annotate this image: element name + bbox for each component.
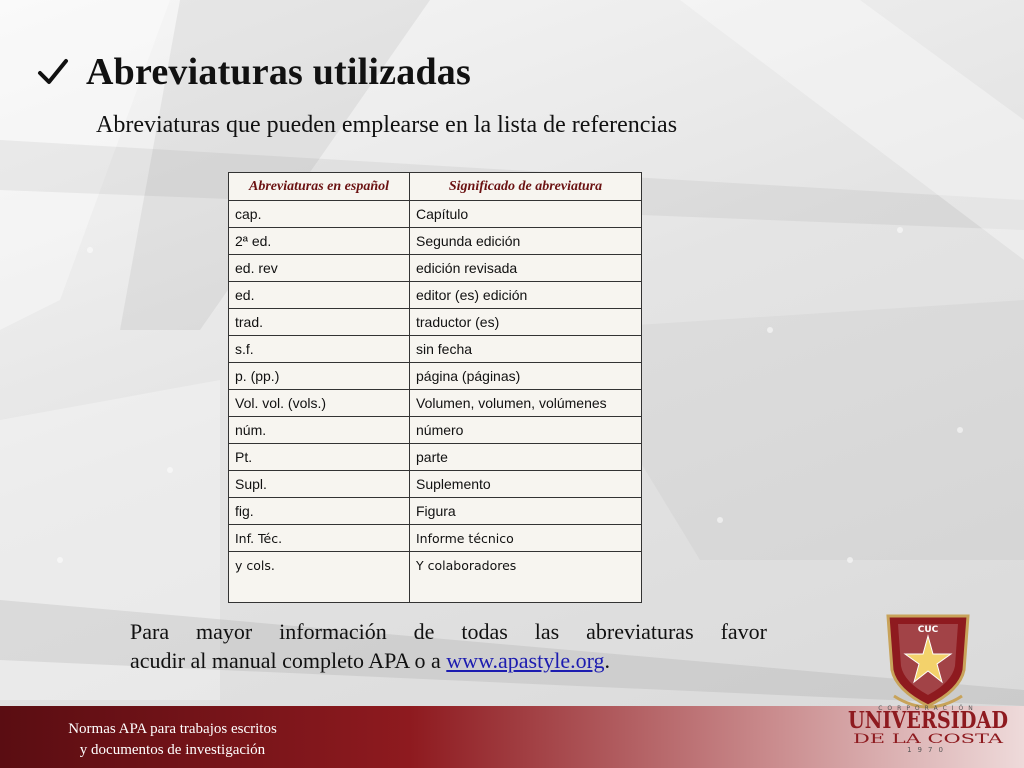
apastyle-link[interactable]: www.apastyle.org — [446, 648, 605, 673]
logo-name-line-1: UNIVERSIDAD — [848, 707, 1008, 734]
meaning-cell: edición revisada — [410, 255, 642, 282]
meaning-cell: Figura — [410, 498, 642, 525]
abbreviation-cell: Vol. vol. (vols.) — [229, 390, 410, 417]
abbreviation-cell: trad. — [229, 309, 410, 336]
meaning-cell: Capítulo — [410, 201, 642, 228]
table-row — [229, 471, 642, 498]
table-row — [229, 444, 642, 471]
abbreviation-cell: 2ª ed. — [229, 228, 410, 255]
table-row — [229, 552, 642, 603]
slide-title: Abreviaturas utilizadas — [86, 51, 471, 93]
info-line-2 — [130, 646, 767, 675]
logo-badge-text: CUC — [917, 625, 939, 635]
meaning-cell: editor (es) edición — [410, 282, 642, 309]
table-row — [229, 201, 642, 228]
logo-top-small-text: CORPORACIÓN — [878, 705, 978, 712]
abbreviation-cell: fig. — [229, 498, 410, 525]
table-row — [229, 498, 642, 525]
abbreviation-cell: Pt. — [229, 444, 410, 471]
abbreviation-cell: Supl. — [229, 471, 410, 498]
info-period: . — [604, 648, 611, 673]
table-row — [229, 525, 642, 552]
abbreviations-table — [228, 172, 642, 603]
slide-title-row — [36, 48, 471, 96]
meaning-cell: Suplemento — [410, 471, 642, 498]
table-row — [229, 363, 642, 390]
meaning-cell: número — [410, 417, 642, 444]
abbreviation-cell: y cols. — [229, 552, 410, 603]
meaning-cell: página (páginas) — [410, 363, 642, 390]
table-row — [229, 282, 642, 309]
meaning-cell: Y colaboradores — [410, 552, 642, 603]
university-logo — [840, 606, 1020, 752]
header-meaning: Significado de abreviatura — [410, 173, 642, 201]
header-abbreviation: Abreviaturas en español — [229, 173, 410, 201]
table-header-row — [229, 173, 642, 201]
meaning-cell: Segunda edición — [410, 228, 642, 255]
abbreviation-cell: Inf. Téc. — [229, 525, 410, 552]
meaning-cell: traductor (es) — [410, 309, 642, 336]
logo-year: 1970 — [907, 746, 949, 752]
checkmark-icon — [36, 55, 70, 89]
abbreviation-cell: cap. — [229, 201, 410, 228]
table-row — [229, 336, 642, 363]
info-paragraph — [130, 617, 767, 675]
meaning-cell: Volumen, volumen, volúmenes — [410, 390, 642, 417]
table-row — [229, 228, 642, 255]
slide-subtitle: Abreviaturas que pueden emplearse en la lista de referencias — [96, 112, 678, 138]
table-row — [229, 390, 642, 417]
meaning-cell: Informe técnico — [410, 525, 642, 552]
abbreviation-cell: núm. — [229, 417, 410, 444]
info-text: acudir al manual completo APA o a — [130, 648, 447, 673]
abbreviation-cell: p. (pp.) — [229, 363, 410, 390]
table-row — [229, 309, 642, 336]
abbreviation-cell: s.f. — [229, 336, 410, 363]
logo-name-line-2: DE LA COSTA — [853, 732, 1004, 747]
table-row — [229, 417, 642, 444]
abbreviation-cell: ed. rev — [229, 255, 410, 282]
table-row — [229, 255, 642, 282]
footer-text — [40, 719, 305, 761]
footer-line-1: Normas APA para trabajos escritos — [68, 721, 277, 737]
info-line-1: Para mayor información de todas las abreviaturas favor — [130, 619, 767, 644]
meaning-cell: sin fecha — [410, 336, 642, 363]
abbreviation-cell: ed. — [229, 282, 410, 309]
meaning-cell: parte — [410, 444, 642, 471]
footer-line-2: y documentos de investigación — [79, 742, 266, 758]
